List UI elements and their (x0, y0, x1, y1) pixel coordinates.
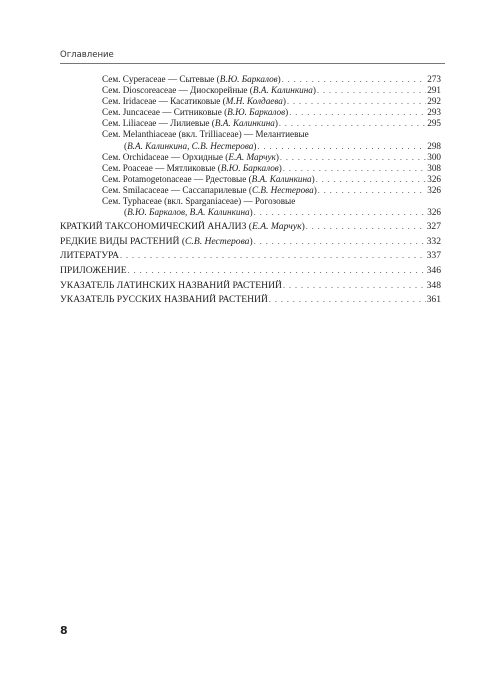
toc-entry-title: Сем. Smilacaceae — Сассапарилевые (С.В. Нестерова) (102, 184, 317, 195)
toc-entry-russian-index (60, 294, 441, 306)
toc-entry-title: УКАЗАТЕЛЬ РУССКИХ НАЗВАНИЙ РАСТЕНИЙ (60, 294, 268, 306)
toc-page-number: 332 (426, 235, 441, 247)
toc-page-number: 273 (427, 74, 441, 84)
toc-entry-appendix (60, 265, 441, 277)
toc-page-number: 298 (427, 140, 441, 151)
toc-entry-title: Сем. Juncaceae — Ситниковые (В.Ю. Баркалов) (102, 107, 289, 118)
dot-leader (254, 236, 426, 248)
dot-leader (283, 163, 426, 174)
dot-leader (120, 250, 426, 262)
dot-leader (279, 118, 426, 129)
toc-entry-potamogetonaceae (60, 174, 441, 185)
toc-page-number: 326 (427, 184, 441, 195)
dot-leader (269, 294, 426, 306)
toc-entry-authors: (В.А. Калинкина, С.В. Нестерова) (124, 140, 257, 151)
toc-entry-authors: (В.Ю. Баркалов, В.А. Калинкина) (124, 207, 253, 218)
toc-entry-rare-species (60, 236, 441, 248)
dot-leader (287, 96, 426, 107)
toc-entry-title: Сем. Orchidaceae — Орхидные (Е.А. Марчук) (102, 151, 279, 162)
dot-leader (316, 174, 427, 185)
toc-entry-taxonomic-analysis (60, 221, 441, 233)
table-of-contents (60, 74, 441, 306)
dot-leader (283, 280, 426, 292)
toc-page-number: 292 (427, 96, 441, 107)
dot-leader (289, 107, 426, 118)
toc-entry-title: Сем. Cyperaceae — Сытевые (В.Ю. Баркалов) (102, 74, 281, 84)
toc-page-number: 295 (427, 118, 441, 129)
toc-entry-title: Сем. Poaceae — Мятликовые (В.Ю. Баркалов) (102, 162, 282, 173)
toc-page-number: 300 (427, 151, 441, 162)
toc-entry-title: УКАЗАТЕЛЬ ЛАТИНСКИХ НАЗВАНИЙ РАСТЕНИЙ (60, 279, 282, 291)
toc-entry-poaceae (60, 163, 441, 174)
toc-entry-title: РЕДКИЕ ВИДЫ РАСТЕНИЙ (С.В. Нестерова) (60, 235, 253, 247)
header-rule (60, 63, 445, 64)
toc-entry-title: ЛИТЕРАТУРА (60, 250, 120, 262)
toc-entry-latin-index (60, 280, 441, 292)
toc-entry-title: Сем. Typhaceae (вкл. Sparganiaceae) — Рогозовые (102, 196, 296, 207)
dot-leader (318, 185, 426, 196)
toc-page-number: 346 (426, 265, 441, 276)
dot-leader (306, 221, 426, 233)
toc-entry-title: ПРИЛОЖЕНИЕ (60, 265, 127, 276)
toc-entry-smilacaceae (60, 185, 441, 196)
toc-entry-melanthiaceae (60, 129, 441, 151)
toc-entry-title: Сем. Iridaceae — Касатиковые (М.Н. Колдаева) (102, 96, 286, 107)
toc-page-number: 337 (426, 250, 441, 262)
toc-entry-title: КРАТКИЙ ТАКСОНОМИЧЕСКИЙ АНАЛИЗ (Е.А. Марчук) (60, 221, 305, 233)
toc-page-number: 308 (427, 162, 441, 173)
dot-leader (254, 207, 427, 218)
toc-page-number: 361 (426, 294, 441, 306)
toc-entry-dioscoreaceae (60, 85, 441, 96)
toc-entry-title: Сем. Melanthiaceae (вкл. Trilliaceae) — Мелантиевые (102, 129, 309, 140)
dot-leader (280, 152, 426, 163)
dot-leader (128, 265, 426, 277)
toc-entry-juncaceae (60, 107, 441, 118)
running-header: Оглавление (60, 50, 114, 60)
toc-entry-typhaceae (60, 196, 441, 218)
toc-entry-title: Сем. Dioscoreaceae — Диоскорейные (В.А. Калинкина) (102, 85, 316, 96)
toc-entry-iridaceae (60, 96, 441, 107)
toc-entry-title: Сем. Liliaceae — Лилиевые (В.А. Калинкина) (102, 118, 278, 129)
toc-page-number: 293 (427, 107, 441, 118)
toc-page-number: 348 (426, 279, 441, 291)
dot-leader (282, 74, 426, 85)
toc-entry-title: Сем. Potamogetonaceae — Рдестовые (В.А. Калинкина) (102, 173, 315, 184)
dot-leader (257, 141, 426, 152)
toc-entry-liliaceae (60, 118, 441, 129)
dot-leader (317, 85, 426, 96)
toc-page-number: 291 (427, 85, 441, 96)
toc-entry-cyperaceae (60, 74, 441, 85)
toc-page-number: 326 (427, 173, 441, 184)
toc-page-number: 327 (426, 221, 441, 233)
toc-page-number: 326 (427, 207, 441, 218)
toc-entry-orchidaceae (60, 152, 441, 163)
page-number: 8 (60, 624, 68, 637)
toc-entry-literature (60, 250, 441, 262)
